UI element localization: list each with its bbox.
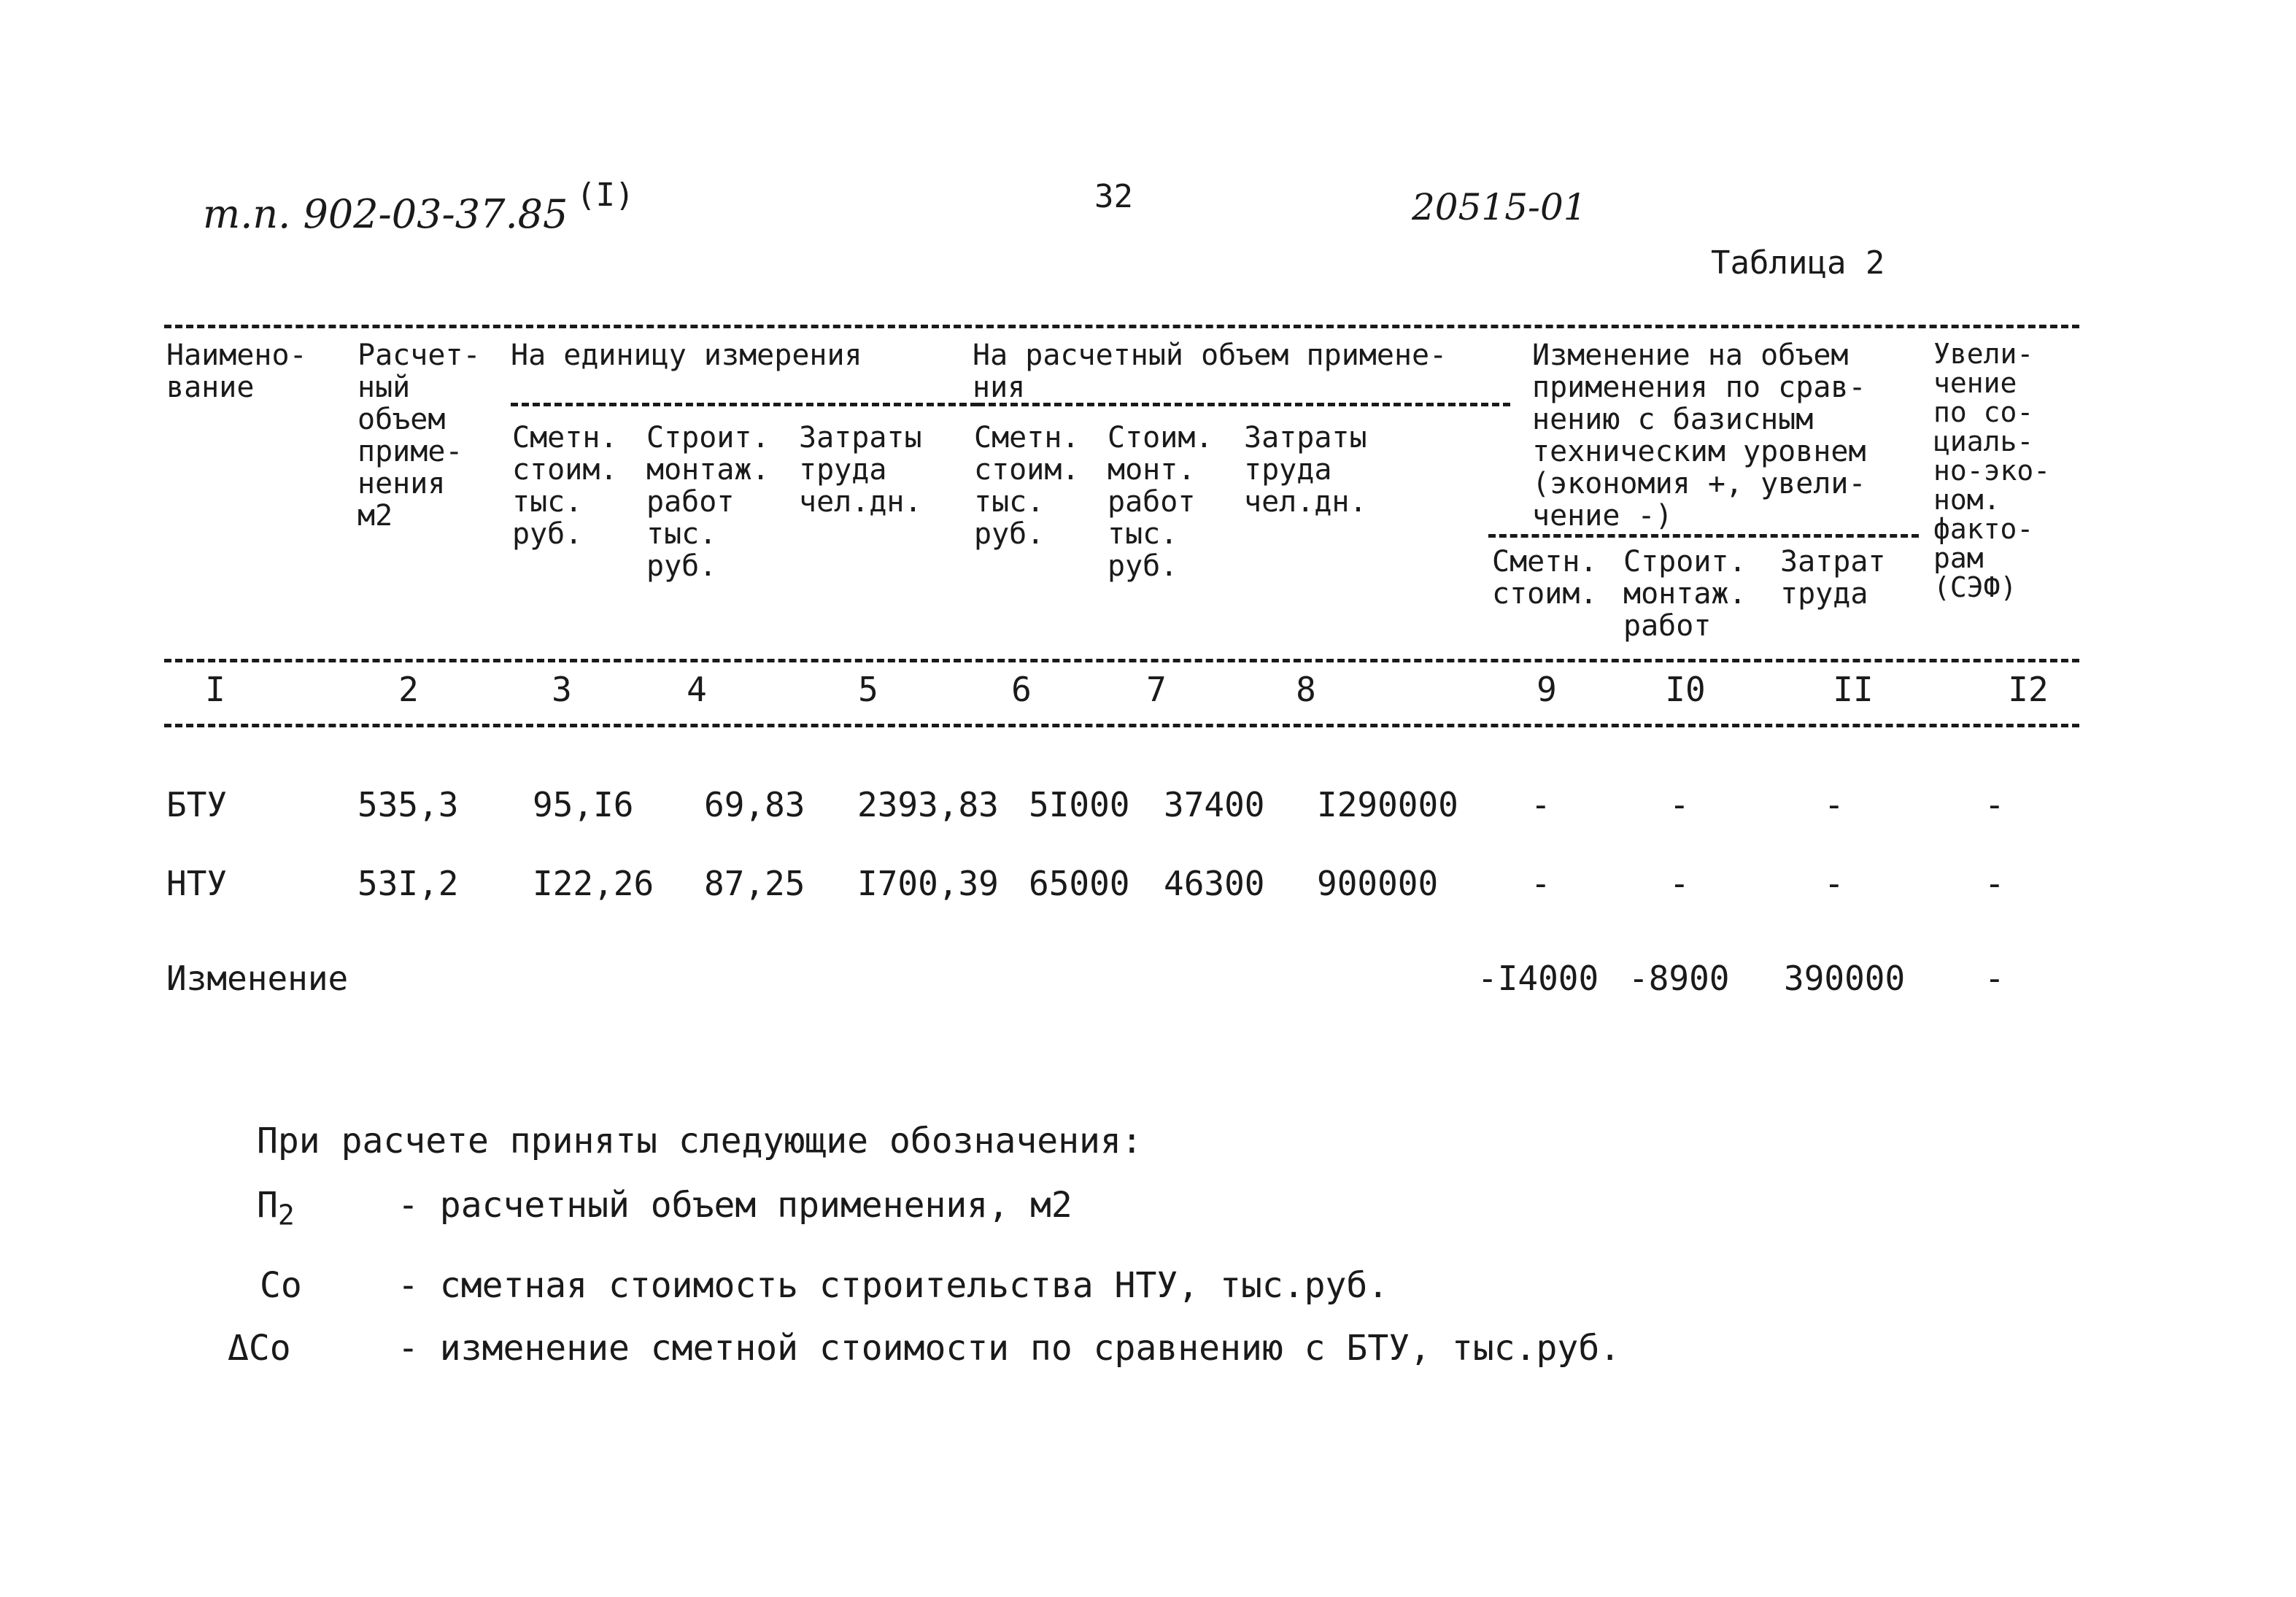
cell-change-works: - (1669, 785, 1690, 824)
header-per-unit-cost: Сметн. стоим. тыс. руб. (512, 421, 618, 551)
row-name: НТУ (166, 864, 228, 903)
header-total-works: Стоим. монт. работ тыс. руб. (1108, 421, 1213, 583)
column-number: 4 (687, 670, 707, 709)
note-text: - изменение сметной стоимости по сравнению с БТУ, тыс.руб. (398, 1328, 1621, 1369)
cell-total-labor: I290000 (1317, 785, 1458, 824)
header-per-unit-works: Строит. монтаж. работ тыс. руб. (646, 421, 770, 583)
cell-change-cost: -I4000 (1477, 959, 1599, 998)
cell-change-labor: - (1824, 864, 1844, 903)
column-number: 5 (858, 670, 878, 709)
cell-volume: 535,3 (357, 785, 459, 824)
header-total-group: На расчетный объем примене- ния (973, 339, 1447, 404)
column-number: 8 (1296, 670, 1316, 709)
note-text: - расчетный объем применения, м2 (398, 1185, 1072, 1226)
cell-change-labor: 390000 (1784, 959, 1906, 998)
column-number: I (205, 670, 225, 709)
header-change-group: Изменение на объем применения по срав- нению с базисным техническим уровнем (экономия +, увели- чение -) (1532, 339, 1866, 533)
cell-increase: - (1984, 959, 2005, 998)
header-total-labor: Затраты труда чел.дн. (1244, 421, 1367, 519)
cell-total-cost: 65000 (1029, 864, 1130, 903)
header-per-unit-group: На единицу измерения (511, 339, 862, 372)
cell-change-labor: - (1824, 785, 1844, 824)
cell-unit-cost: 95,I6 (533, 785, 634, 824)
header-increase: Увели- чение по со- циаль- но-эко- ном. факто- рам (СЭФ) (1933, 338, 2051, 603)
cell-change-cost: - (1531, 785, 1551, 824)
inventory-number: 20515-01 (1412, 186, 1587, 228)
note-symbol: Со (260, 1265, 302, 1306)
cell-unit-labor: 2393,83 (857, 785, 999, 824)
cell-volume: 53I,2 (357, 864, 459, 903)
column-number: I0 (1665, 670, 1706, 709)
cell-unit-works: 69,83 (704, 785, 805, 824)
numbers-bottom-rule (164, 724, 2079, 727)
notes-intro: При расчете приняты следующие обозначения: (257, 1121, 1143, 1161)
cell-increase: - (1984, 864, 2005, 903)
header-total-cost: Сметн. стоим. тыс. руб. (974, 421, 1080, 551)
cell-total-works: 37400 (1164, 785, 1265, 824)
cell-total-works: 46300 (1164, 864, 1265, 903)
header-name: Наимено- вание (166, 339, 307, 404)
column-number: I2 (2008, 670, 2049, 709)
part-number: (I) (576, 177, 635, 214)
change-rule (1488, 534, 1919, 538)
document-code: т.п. 902-03-37.85 (203, 191, 568, 237)
cell-unit-labor: I700,39 (857, 864, 999, 903)
column-number: 6 (1011, 670, 1032, 709)
row-name: БТУ (166, 785, 228, 824)
cell-total-cost: 5I000 (1029, 785, 1130, 824)
page-number: 32 (1094, 178, 1133, 215)
header-change-cost: Сметн. стоим. (1492, 545, 1598, 611)
cell-unit-works: 87,25 (704, 864, 805, 903)
cell-change-cost: - (1531, 864, 1551, 903)
note-symbol: ΔСо (228, 1328, 291, 1369)
cell-change-works: - (1669, 864, 1690, 903)
cell-total-labor: 900000 (1317, 864, 1439, 903)
table-top-rule (164, 325, 2079, 328)
cell-change-works: -8900 (1628, 959, 1730, 998)
note-text: - сметная стоимость строительства НТУ, тыс.руб. (398, 1265, 1389, 1306)
header-volume: Расчет- ный объем приме- нения м2 (357, 339, 481, 533)
header-change-labor: Затрат труда (1780, 545, 1886, 611)
header-bottom-rule (164, 659, 2079, 662)
column-number: II (1833, 670, 1874, 709)
per-unit-rule (511, 403, 978, 406)
column-number: 3 (552, 670, 572, 709)
cell-increase: - (1984, 785, 2005, 824)
cell-unit-cost: I22,26 (533, 864, 654, 903)
column-number: 2 (398, 670, 419, 709)
header-change-works: Строит. монтаж. работ (1623, 545, 1747, 643)
table-label: Таблица 2 (1711, 244, 1885, 282)
column-number: 7 (1146, 670, 1167, 709)
note-symbol: $П_2$ (257, 1185, 295, 1231)
column-number: 9 (1537, 670, 1557, 709)
header-per-unit-labor: Затраты труда чел.дн. (799, 421, 922, 519)
row-name: Изменение (166, 959, 349, 998)
